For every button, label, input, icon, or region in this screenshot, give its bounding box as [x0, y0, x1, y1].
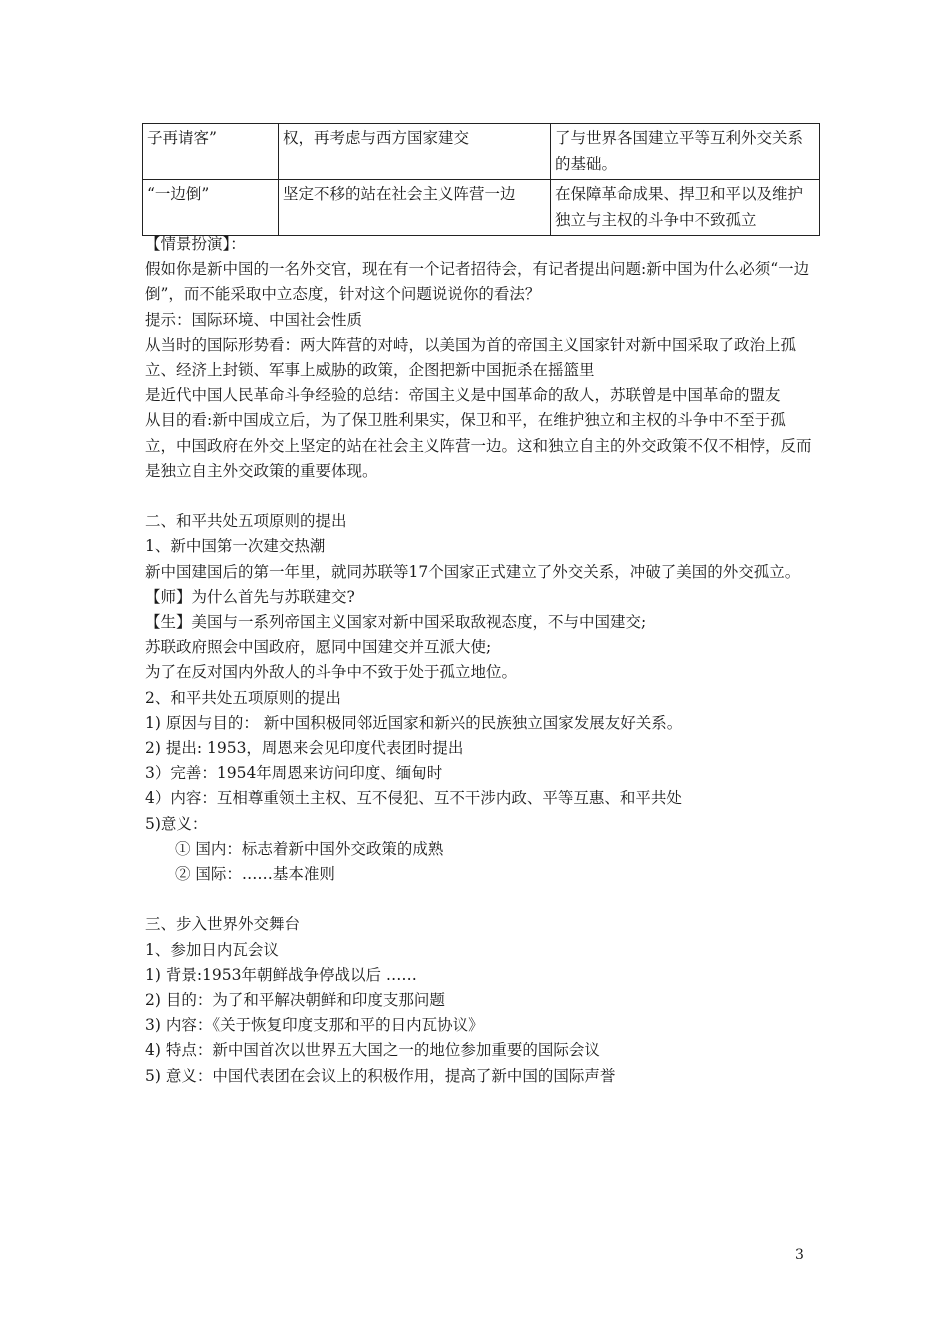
table-cell: 了与世界各国建立平等互利外交关系的基础。 [551, 124, 820, 180]
table-cell: 坚定不移的站在社会主义阵营一边 [279, 180, 551, 236]
section-label: 【情景扮演】： [145, 235, 246, 253]
list-item: 5) 意义：中国代表团在会议上的积极作用，提高了新中国的国际声誉 [145, 1066, 616, 1085]
table-cell: 在保障革命成果、捍卫和平以及维护独立与主权的斗争中不致孤立 [551, 180, 820, 236]
spacer [145, 887, 813, 912]
paragraph: 【生】美国与一系列帝国主义国家对新中国采取敌视态度，不与中国建交; [145, 613, 647, 632]
paragraph: 假如你是新中国的一名外交官，现在有一个记者招待会，有记者提出问题:新中国为什么必须“一边倒”，而不能采取中立态度，针对这个问题说说你的看法？ [145, 260, 810, 304]
table-cell: “一边倒” [143, 180, 279, 236]
list-item: 2) 目的：为了和平解决朝鲜和印度支那问题 [145, 991, 445, 1010]
paragraph: 从当时的国际形势看：两大阵营的对峙，以美国为首的帝国主义国家针对新中国采取了政治上孤立、经济上封锁、军事上威胁的政策，企图把新中国扼杀在摇篮里 [145, 335, 797, 380]
list-item: 3) 内容：《关于恢复印度支那和平的日内瓦协议》 [145, 1016, 484, 1035]
list-item: 2) 提出: 1953，周恩来会见印度代表团时提出 [145, 739, 464, 758]
spacer [145, 484, 813, 509]
section-heading: 二、和平共处五项原则的提出 [145, 512, 347, 531]
list-item: 5)意义： [145, 814, 208, 833]
list-item: ② 国际：……基本准则 [175, 865, 335, 884]
paragraph: 苏联政府照会中国政府，愿同中国建交并互派大使; [145, 638, 492, 657]
list-item: 4) 特点：新中国首次以世界五大国之一的地位参加重要的国际会议 [145, 1041, 600, 1060]
page-number: 3 [795, 1247, 804, 1263]
document-body [145, 232, 813, 1089]
table-cell: 子再请客” [143, 124, 279, 180]
list-item: 1) 背景:1953年朝鲜战争停战以后 …… [145, 965, 417, 984]
paragraph: 从目的看:新中国成立后，为了保卫胜利果实，保卫和平，在维护独立和主权的斗争中不至于孤立，中国政府在外交上坚定的站在社会主义阵营一边。这和独立自主的外交政策不仅不相悖，反而是独立自主外交政策的重要体现。 [145, 411, 812, 480]
paragraph: 【师】为什么首先与苏联建交? [145, 587, 355, 606]
list-item: 1) 原因与目的： 新中国积极同邻近国家和新兴的民族独立国家发展友好关系。 [145, 713, 683, 732]
table-cell: 权，再考虑与西方国家建交 [279, 124, 551, 180]
table-row [143, 180, 820, 236]
list-item: 4）内容：互相尊重领土主权、互不侵犯、互不干涉内政、平等互惠、和平共处 [145, 789, 682, 808]
paragraph: 为了在反对国内外敌人的斗争中不致于处于孤立地位。 [145, 663, 518, 682]
subheading: 1、新中国第一次建交热潮 [145, 537, 326, 556]
table-row [143, 124, 820, 180]
list-item: ① 国内：标志着新中国外交政策的成熟 [175, 839, 444, 858]
subheading: 1、参加日内瓦会议 [145, 940, 279, 959]
list-item: 3）完善：1954年周恩来访问印度、缅甸时 [145, 764, 443, 783]
section-heading: 三、步入世界外交舞台 [145, 915, 301, 934]
paragraph: 是近代中国人民革命斗争经验的总结：帝国主义是中国革命的敌人，苏联曾是中国革命的盟友 [145, 386, 781, 405]
paragraph: 提示：国际环境、中国社会性质 [145, 310, 363, 329]
paragraph: 新中国建国后的第一年里，就同苏联等17个国家正式建立了外交关系，冲破了美国的外交孤立。 [145, 562, 801, 581]
subheading: 2、和平共处五项原则的提出 [145, 688, 341, 707]
comparison-table [142, 123, 820, 236]
